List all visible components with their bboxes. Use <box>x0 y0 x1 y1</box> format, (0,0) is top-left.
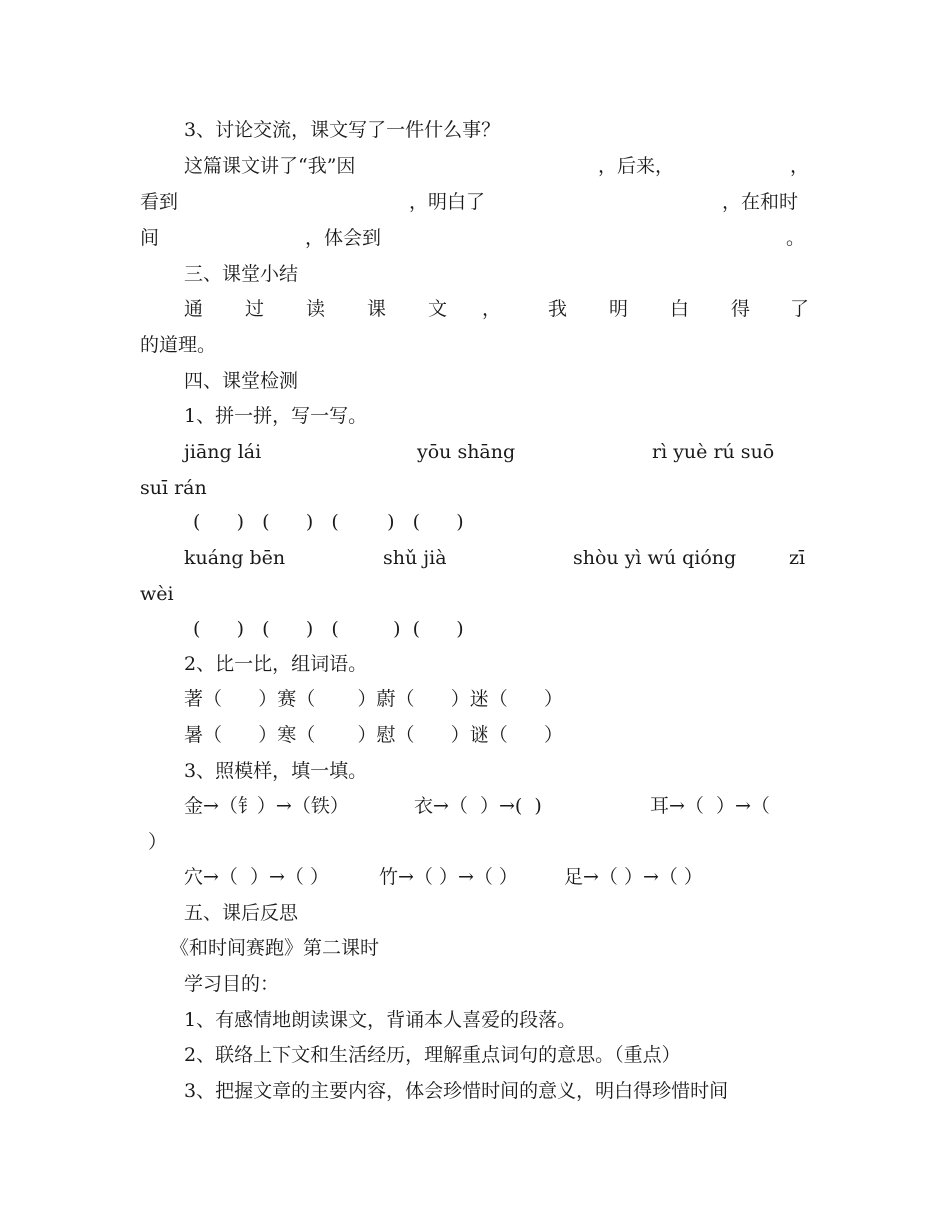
spaced-char: 通 <box>184 298 204 320</box>
pinyin: shǔ jià <box>383 547 447 569</box>
text-line: 竹→（ ）→（ ） <box>379 866 518 888</box>
text-line: 看到 <box>140 191 179 213</box>
spaced-char: 白 <box>670 298 690 320</box>
text-line: 这篇课文讲了“我”因 <box>184 155 356 177</box>
text-line: 著（ ）赛（ ）蔚（ ）迷（ ） <box>184 688 563 710</box>
spaced-char: 了 <box>790 298 810 320</box>
text-line: 学习目的： <box>184 973 280 995</box>
pinyin: kuáng bēn <box>184 547 286 569</box>
spaced-char: 课 <box>367 298 387 320</box>
spaced-char: 明 <box>609 298 629 320</box>
text-line: ，后来， <box>598 155 675 177</box>
text-line: 。 <box>786 227 806 249</box>
text-line: 3、讨论交流，课文写了一件什么事？ <box>184 119 501 141</box>
text-line: 衣→（ ）→( ) <box>414 795 542 817</box>
pinyin: suī rán <box>140 477 207 499</box>
pinyin: jiāng lái <box>184 441 262 463</box>
pinyin: wèi <box>140 583 174 605</box>
text-line: 耳→（ ）→（ <box>650 795 770 817</box>
text-line: 暑（ ）寒（ ）慰（ ）谜（ ） <box>184 724 563 746</box>
spaced-char: 读 <box>306 298 326 320</box>
pinyin: yōu shāng <box>417 441 516 463</box>
spaced-char: 文 <box>428 298 448 320</box>
spaced-char: 得 <box>731 298 751 320</box>
pinyin: rì yuè rú suō <box>652 441 775 463</box>
text-line: ， <box>790 155 810 177</box>
text-line: ） <box>148 831 168 853</box>
text-line: ，在和时 <box>722 191 799 213</box>
section-heading: 四、课堂检测 <box>184 370 299 392</box>
text-line: 1、有感情地朗读课文，背诵本人喜爱的段落。 <box>184 1009 577 1031</box>
text-line: 2、联络上下文和生活经历，理解重点词句的意思。（重点） <box>184 1044 681 1066</box>
text-line: 间 <box>140 227 160 249</box>
text-line: 的道理。 <box>140 334 217 356</box>
spaced-char: 我 <box>548 298 568 320</box>
text-line: 足→（ ）→（ ） <box>564 866 703 888</box>
text-line: ，明白了 <box>409 191 486 213</box>
text-line: 穴→（ ）→（ ） <box>184 866 329 888</box>
text-line: 3、把握文章的主要内容，体会珍惜时间的意义，明白得珍惜时间 <box>184 1080 729 1102</box>
text-line: 2、比一比，组词语。 <box>184 653 368 675</box>
spaced-char: 过 <box>245 298 265 320</box>
answer-blanks: ( ) ( ) ( ) ( ) <box>193 511 464 533</box>
spaced-char: ， <box>482 298 502 320</box>
pinyin: shòu yì wú qióng <box>573 547 737 569</box>
text-line: ，体会到 <box>305 227 382 249</box>
text-line: 1、拼一拼，写一写。 <box>184 405 368 427</box>
pinyin: zī <box>789 547 806 569</box>
section-heading: 五、课后反思 <box>184 902 299 924</box>
text-line: 3、照模样，填一填。 <box>184 760 368 782</box>
text-line: 《和时间赛跑》第二课时 <box>170 937 380 959</box>
text-line: 金→（钅）→（铁） <box>184 795 349 817</box>
answer-blanks: ( ) ( ) ( ) ( ) <box>193 618 464 640</box>
section-heading: 三、课堂小结 <box>184 263 299 285</box>
